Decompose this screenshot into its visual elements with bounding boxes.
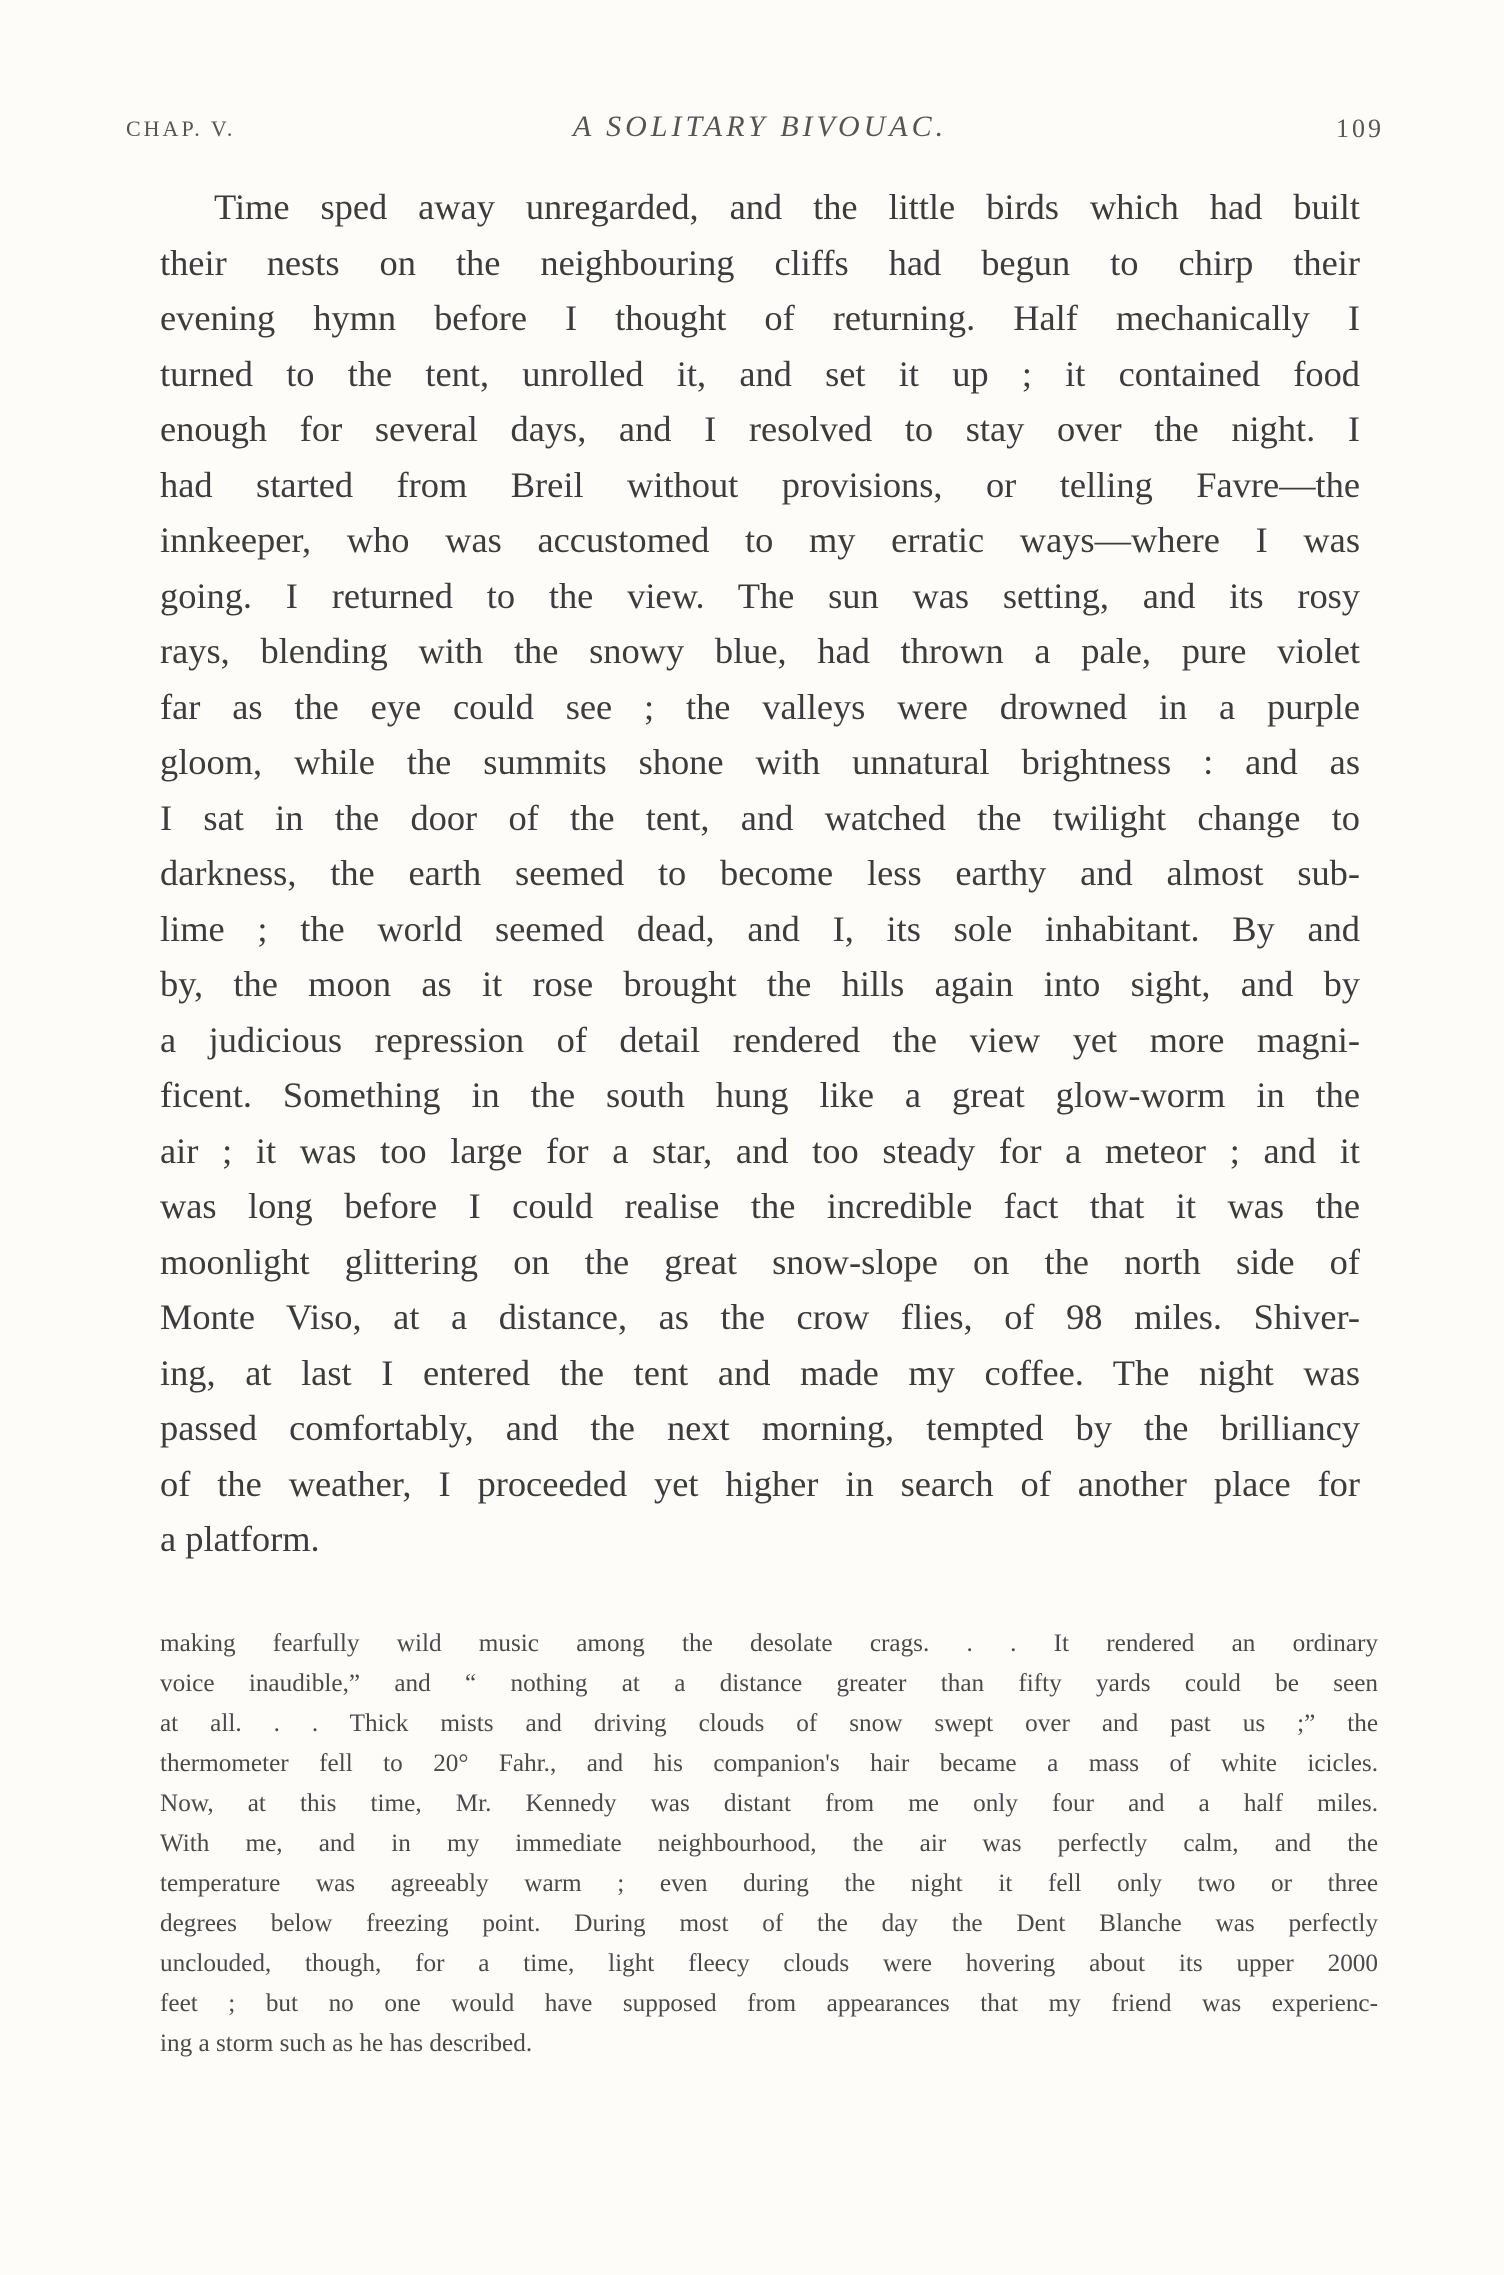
text-line: darkness, the earth seemed to become less earthy and almost sub-: [160, 853, 1360, 893]
text-line: moonlight glittering on the great snow-slope on the north side of: [160, 1241, 1360, 1282]
footnote-line: at all. . . Thick mists and driving clouds of snow swept over and past us ;” the: [160, 1710, 1378, 1737]
text-line: Monte Viso, at a distance, as the crow flies, of 98 miles. Shiver-: [160, 1297, 1360, 1337]
text-line: turned to the tent, unrolled it, and set it up ; it contained food: [160, 353, 1360, 394]
footnote-line: making fearfully wild music among the desolate crags. . . It rendered an ordinary: [160, 1630, 1378, 1657]
text-line: gloom, while the summits shone with unnatural brightness : and as: [160, 742, 1360, 782]
text-line: Time sped away unregarded, and the little birds which had built: [214, 187, 1360, 227]
footnote-line: thermometer fell to 20° Fahr., and his companion's hair became a mass of white icicles.: [160, 1750, 1378, 1777]
text-line: evening hymn before I thought of returning. Half mechanically I: [160, 298, 1360, 338]
text-line: by, the moon as it rose brought the hills again into sight, and by: [160, 964, 1360, 1004]
text-line: had started from Breil without provisions, or telling Favre—the: [160, 464, 1360, 505]
text-line: enough for several days, and I resolved to stay over the night. I: [160, 409, 1360, 449]
footnote: [160, 1624, 1378, 2064]
text-line: air ; it was too large for a star, and too steady for a meteor ; and it: [160, 1130, 1360, 1171]
footnote-line: feet ; but no one would have supposed from appearances that my friend was experienc-: [160, 1990, 1378, 2017]
running-head: [126, 110, 1394, 150]
text-line: innkeeper, who was accustomed to my erratic ways—where I was: [160, 520, 1360, 560]
footnote-line: ing a storm such as he has described.: [160, 2030, 533, 2057]
footnote-line: degrees below freezing point. During most of the day the Dent Blanche was perfectly: [160, 1910, 1378, 1937]
footnote-line: voice inaudible,” and “ nothing at a distance greater than fifty yards could be seen: [160, 1670, 1378, 1697]
footnote-line: unclouded, though, for a time, light fleecy clouds were hovering about its upper 2000: [160, 1950, 1378, 1977]
page-title: A SOLITARY BIVOUAC.: [572, 110, 948, 143]
text-line: was long before I could realise the incredible fact that it was the: [160, 1186, 1360, 1226]
text-line: lime ; the world seemed dead, and I, its sole inhabitant. By and: [160, 908, 1360, 949]
text-line: ing, at last I entered the tent and made my coffee. The night was: [160, 1352, 1360, 1393]
footnote-line: With me, and in my immediate neighbourhood, the air was perfectly calm, and the: [160, 1830, 1378, 1857]
text-line: going. I returned to the view. The sun was setting, and its rosy: [160, 575, 1360, 616]
text-line: a judicious repression of detail rendered the view yet more magni-: [160, 1019, 1360, 1060]
text-line: ficent. Something in the south hung like a great glow-worm in the: [160, 1075, 1360, 1115]
text-line: rays, blending with the snowy blue, had thrown a pale, pure violet: [160, 631, 1360, 671]
footnote-line: Now, at this time, Mr. Kennedy was distant from me only four and a half miles.: [160, 1790, 1378, 1817]
text-line: passed comfortably, and the next morning, tempted by the brilliancy: [160, 1408, 1360, 1448]
text-line: I sat in the door of the tent, and watched the twilight change to: [160, 797, 1360, 838]
text-line: far as the eye could see ; the valleys were drowned in a purple: [160, 686, 1360, 727]
text-line: a platform.: [160, 1519, 320, 1559]
text-line: of the weather, I proceeded yet higher in search of another place for: [160, 1463, 1360, 1504]
page-number: 109: [1336, 114, 1384, 143]
chapter-label: CHAP. V.: [126, 116, 236, 141]
text-line: their nests on the neighbouring cliffs had begun to chirp their: [160, 242, 1360, 283]
footnote-line: temperature was agreeably warm ; even during the night it fell only two or three: [160, 1870, 1378, 1897]
main-paragraph: [160, 180, 1360, 1568]
